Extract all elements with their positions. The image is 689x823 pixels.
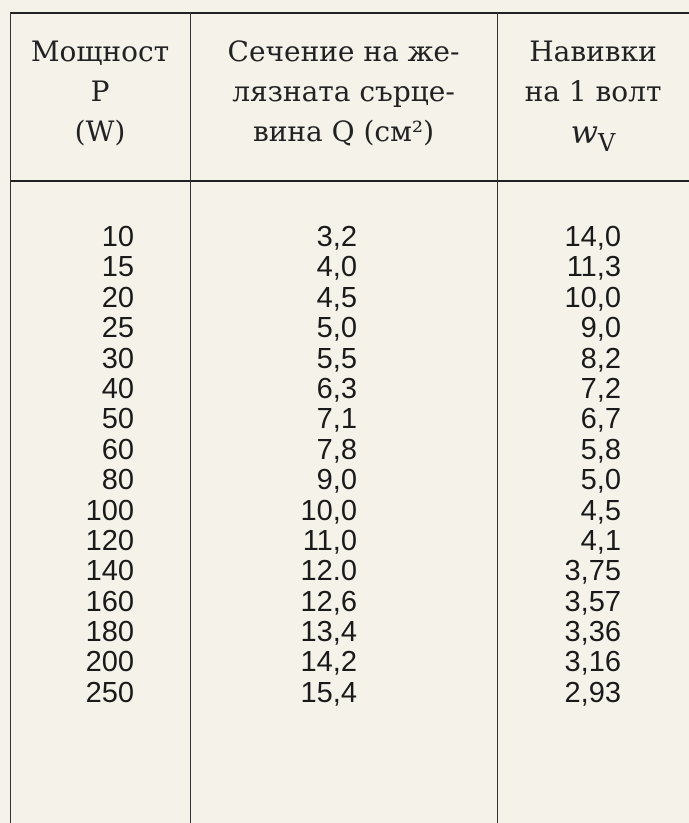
table-row — [0, 222, 689, 252]
header-turns-line: на 1 волт — [524, 75, 662, 108]
cell-turns-per-volt: 8,2 — [580, 342, 621, 375]
cell-power: 40 — [101, 372, 134, 405]
cell-power: 15 — [101, 251, 134, 284]
header-turns-symbol-line — [497, 112, 689, 155]
header-power-line: Мощност — [30, 35, 170, 68]
cell-power: 180 — [85, 616, 134, 649]
cell-core-section: 12,6 — [300, 585, 357, 618]
table-row — [0, 496, 689, 526]
cell-core-section: 4,5 — [316, 281, 357, 314]
cell-core-section: 10,0 — [300, 494, 357, 527]
table-row — [0, 587, 689, 617]
cell-power: 160 — [85, 585, 134, 618]
table-row — [0, 374, 689, 404]
turns-symbol: w — [570, 113, 599, 151]
cell-core-section: 3,2 — [316, 221, 357, 253]
header-section-line: Сечение на же- — [227, 35, 460, 68]
cell-core-section: 9,0 — [316, 464, 357, 497]
cell-turns-per-volt: 9,0 — [580, 312, 621, 345]
cell-power: 140 — [85, 555, 134, 588]
header-section-line: вина Q (см²) — [252, 115, 435, 148]
cell-power: 80 — [101, 464, 134, 497]
cell-power: 250 — [85, 676, 134, 709]
table-row — [0, 252, 689, 282]
header-section-line: лязната сърце- — [232, 75, 455, 108]
cell-turns-per-volt: 3,16 — [564, 646, 621, 679]
header-power — [10, 32, 190, 152]
table-row — [0, 344, 689, 374]
header-power-line: P — [90, 75, 110, 108]
cell-power: 25 — [101, 312, 134, 345]
table-row — [0, 678, 689, 708]
table-body — [0, 222, 689, 708]
cell-turns-per-volt: 4,1 — [580, 524, 621, 557]
cell-power: 50 — [101, 403, 134, 436]
table-row — [0, 283, 689, 313]
cell-core-section: 12.0 — [300, 555, 357, 588]
table-row — [0, 617, 689, 647]
cell-turns-per-volt: 4,5 — [580, 494, 621, 527]
cell-power: 120 — [85, 524, 134, 557]
cell-power: 100 — [85, 494, 134, 527]
cell-power: 30 — [101, 342, 134, 375]
cell-power: 60 — [101, 433, 134, 466]
cell-power: 200 — [85, 646, 134, 679]
header-turns-per-volt — [497, 32, 689, 155]
cell-core-section: 6,3 — [316, 372, 357, 405]
cell-turns-per-volt: 3,36 — [564, 616, 621, 649]
cell-turns-per-volt: 7,2 — [580, 372, 621, 405]
cell-turns-per-volt: 14,0 — [564, 221, 621, 253]
table-row — [0, 404, 689, 434]
cell-core-section: 14,2 — [300, 646, 357, 679]
cell-core-section: 5,5 — [316, 342, 357, 375]
cell-turns-per-volt: 11,3 — [566, 251, 621, 284]
cell-core-section: 7,1 — [316, 403, 357, 436]
cell-turns-per-volt: 5,0 — [580, 464, 621, 497]
header-turns-line: Навивки — [529, 35, 657, 68]
cell-turns-per-volt: 6,7 — [580, 403, 621, 436]
header-power-line: (W) — [74, 115, 126, 148]
table-row — [0, 526, 689, 556]
cell-core-section: 13,4 — [300, 616, 357, 649]
header-core-section — [190, 32, 497, 152]
cell-power: 10 — [101, 221, 134, 253]
cell-core-section: 11,0 — [302, 524, 357, 557]
cell-turns-per-volt: 2,93 — [564, 676, 621, 709]
table-row — [0, 465, 689, 495]
cell-power: 20 — [101, 281, 134, 314]
cell-turns-per-volt: 5,8 — [580, 433, 621, 466]
cell-core-section: 15,4 — [300, 676, 357, 709]
header-separator-rule — [10, 180, 689, 182]
table-row — [0, 556, 689, 586]
table-top-rule — [10, 12, 689, 14]
cell-core-section: 4,0 — [316, 251, 357, 284]
cell-core-section: 5,0 — [316, 312, 357, 345]
cell-turns-per-volt: 3,57 — [564, 585, 621, 618]
cell-turns-per-volt: 3,75 — [564, 555, 621, 588]
table-row — [0, 647, 689, 677]
turns-subscript: V — [598, 129, 616, 157]
cell-turns-per-volt: 10,0 — [564, 281, 621, 314]
cell-core-section: 7,8 — [316, 433, 357, 466]
table-row — [0, 313, 689, 343]
table-row — [0, 435, 689, 465]
